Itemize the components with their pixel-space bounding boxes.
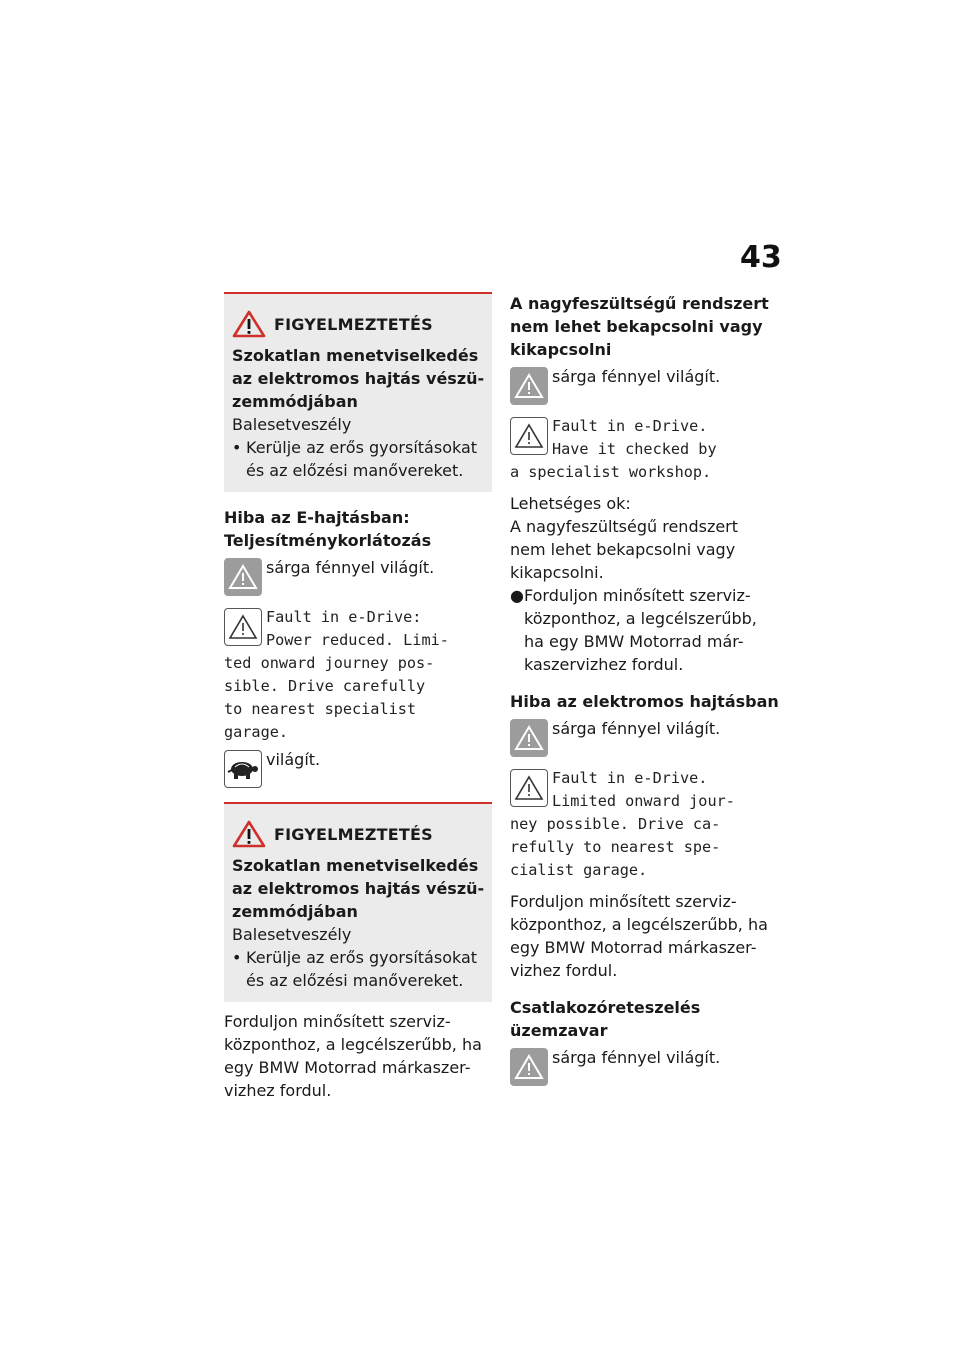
warning-title: FIGYELMEZTETÉS <box>274 824 433 844</box>
warning-lamp-icon <box>510 719 548 757</box>
warning-header <box>232 820 486 848</box>
display-row <box>510 767 780 813</box>
instruction-line: központhoz, a legcélszerűbb, ha <box>510 915 768 934</box>
section-heading: Teljesítménykorlátozás <box>224 531 432 550</box>
warning-text: Balesetveszély <box>232 415 352 434</box>
instruction-line: egy BMW Motorrad márkaszer- <box>510 938 757 957</box>
display-row <box>224 606 492 652</box>
lamp-row <box>510 365 780 405</box>
display-message-line: sible. Drive carefully <box>224 677 426 695</box>
bullet-line: központhoz, a legcélszerűbb, <box>524 609 757 628</box>
cause-line: A nagyfeszültségű rendszert <box>510 517 739 536</box>
warning-subtitle-line: zemmódjában <box>232 392 358 411</box>
lamp-row <box>510 1046 780 1086</box>
bullet-line: kaszervizhez fordul. <box>524 655 684 674</box>
cause-line: nem lehet bekapcsolni vagy <box>510 540 736 559</box>
warning-lamp-icon <box>224 558 262 596</box>
turtle-text: világít. <box>266 750 321 769</box>
lamp-row <box>510 717 780 757</box>
warning-text: Balesetveszély <box>232 925 352 944</box>
cause-line: kikapcsolni. <box>510 563 604 582</box>
section-heading: kikapcsolni <box>510 340 612 359</box>
section-heading: nem lehet bekapcsolni vagy <box>510 317 763 336</box>
display-warning-icon <box>224 608 262 646</box>
warning-lamp-icon <box>510 367 548 405</box>
right-column <box>510 292 780 1086</box>
warning-title: FIGYELMEZTETÉS <box>274 314 433 334</box>
display-warning-icon <box>510 417 548 455</box>
warning-box-1 <box>224 292 492 492</box>
display-message-line: ney possible. Drive ca- <box>510 815 721 833</box>
section-heading: Hiba az elektromos hajtásban <box>510 692 779 711</box>
bullet-dot: • <box>232 948 242 967</box>
display-message-line: garage. <box>224 723 289 741</box>
section-heading: A nagyfeszültségű rendszert <box>510 294 769 313</box>
display-message-line: Power reduced. Limi- <box>266 631 449 649</box>
bullet-line: Forduljon minősített szerviz- <box>524 586 751 605</box>
display-message-line: Limited onward jour- <box>552 792 735 810</box>
closing-line: Forduljon minősített szerviz- <box>224 1012 451 1031</box>
display-message-line: to nearest specialist <box>224 700 417 718</box>
warning-subtitle-line: zemmódjában <box>232 902 358 921</box>
instruction-line: vizhez fordul. <box>510 961 618 980</box>
closing-line: egy BMW Motorrad márkaszer- <box>224 1058 471 1077</box>
closing-line: vizhez fordul. <box>224 1081 332 1100</box>
lamp-text: sárga fénnyel világít. <box>552 719 721 738</box>
bullet-dot: ● <box>510 586 524 605</box>
display-message-line: Fault in e-Drive. <box>552 769 708 787</box>
warning-triangle-icon <box>232 820 266 848</box>
bullet-line: Kerülje az erős gyorsításokat <box>246 948 478 967</box>
lamp-text: sárga fénnyel világít. <box>552 1048 721 1067</box>
lamp-row <box>224 556 492 596</box>
display-message-line: Have it checked by <box>552 440 717 458</box>
display-message-line: refully to nearest spe- <box>510 838 721 856</box>
instruction-line: Forduljon minősített szerviz- <box>510 892 737 911</box>
warning-lamp-icon <box>510 1048 548 1086</box>
warning-header <box>232 310 486 338</box>
warning-subtitle-line: az elektromos hajtás vészü- <box>232 369 485 388</box>
warning-subtitle-line: Szokatlan menetviselkedés <box>232 346 479 365</box>
display-message-line: cialist garage. <box>510 861 648 879</box>
lamp-text: sárga fénnyel világít. <box>266 558 435 577</box>
warning-subtitle-line: Szokatlan menetviselkedés <box>232 856 479 875</box>
section-heading: Hiba az E-hajtásban: <box>224 508 410 527</box>
page-number: 43 <box>740 240 782 275</box>
left-column <box>224 292 492 1102</box>
display-message-line: ted onward journey pos- <box>224 654 435 672</box>
warning-subtitle-line: az elektromos hajtás vészü- <box>232 879 485 898</box>
turtle-row <box>224 748 492 788</box>
cause-label: Lehetséges ok: <box>510 494 631 513</box>
section-heading: Csatlakozóreteszelés <box>510 998 701 1017</box>
warning-triangle-icon <box>232 310 266 338</box>
warning-bullet <box>232 946 486 992</box>
action-bullet <box>510 584 780 676</box>
section-heading: üzemzavar <box>510 1021 608 1040</box>
bullet-line: ha egy BMW Motorrad már- <box>524 632 744 651</box>
bullet-line: és az előzési manővereket. <box>246 971 464 990</box>
display-row <box>510 415 780 461</box>
bullet-line: és az előzési manővereket. <box>246 461 464 480</box>
turtle-icon <box>224 750 262 788</box>
display-message-line: a specialist workshop. <box>510 463 712 481</box>
lamp-text: sárga fénnyel világít. <box>552 367 721 386</box>
display-message-line: Fault in e-Drive. <box>552 417 708 435</box>
bullet-dot: • <box>232 438 242 457</box>
bullet-line: Kerülje az erős gyorsításokat <box>246 438 478 457</box>
warning-bullet <box>232 436 486 482</box>
display-message-line: Fault in e-Drive: <box>266 608 422 626</box>
warning-box-2 <box>224 802 492 1002</box>
display-warning-icon <box>510 769 548 807</box>
closing-line: központhoz, a legcélszerűbb, ha <box>224 1035 482 1054</box>
